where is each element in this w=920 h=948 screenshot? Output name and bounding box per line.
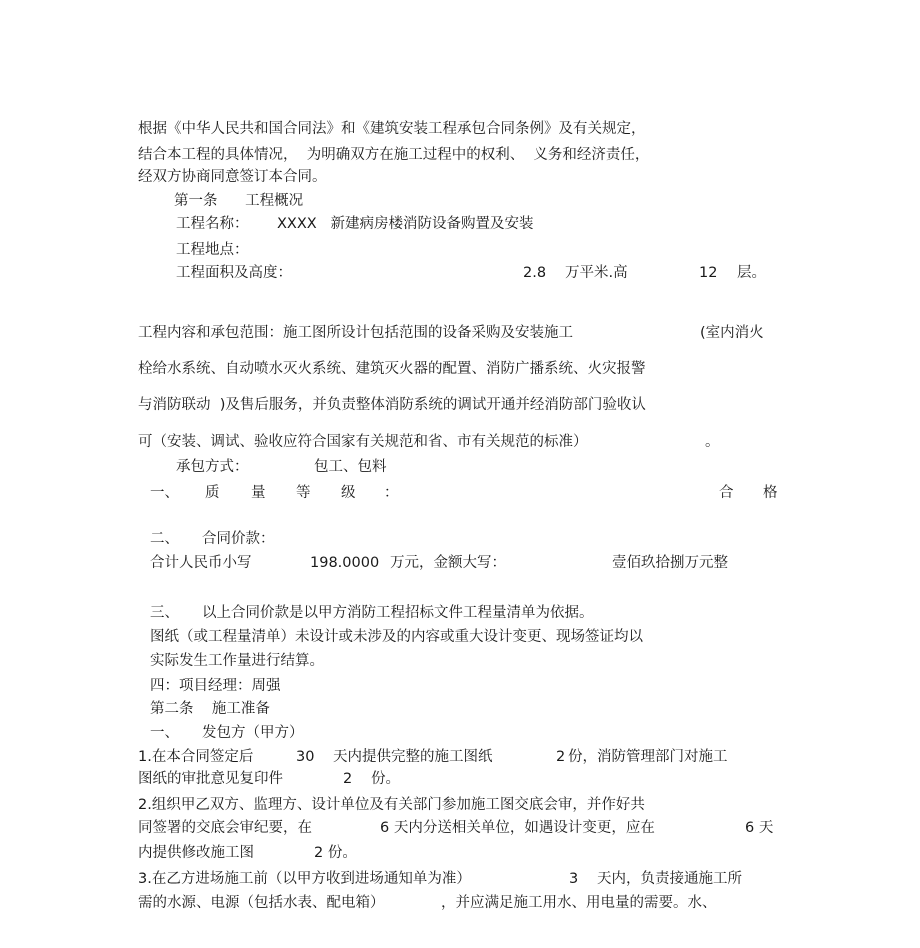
scope-line-4: 可（安装、调试、验收应符合国家有关规范和省、市有关规范的标准） bbox=[138, 434, 588, 450]
quality-colon: ： bbox=[384, 485, 399, 501]
item3-d: ，并应满足施工用水、用电量的需要。水、 bbox=[441, 895, 717, 911]
item1-copies: 2 bbox=[556, 749, 566, 765]
quality-char-deng: 等 bbox=[296, 485, 311, 501]
scope-line-1: 工程内容和承包范围：施工图所设计包括范围的设备采购及安装施工 bbox=[138, 325, 573, 341]
item1-b: 天内提供完整的施工图纸 bbox=[333, 749, 493, 765]
item2-f: 2 份。 bbox=[314, 845, 357, 861]
intro-line-3: 经双方协商同意签订本合同。 bbox=[138, 169, 327, 185]
scope-line-2: 栓给水系统、自动喷水灭火系统、建筑灭火器的配置、消防广播系统、火灾报警 bbox=[138, 361, 646, 377]
scope-line-4-tail: 。 bbox=[705, 434, 720, 450]
item1-days: 30 bbox=[296, 749, 315, 765]
basis-line-1: 三、 以上合同价款是以甲方消防工程招标文件工程量清单为依据。 bbox=[150, 605, 594, 621]
item3-b: 天内，负责接通施工所 bbox=[597, 871, 742, 887]
item3-a: 3.在乙方进场施工前（以甲方收到进场通知单为准） bbox=[138, 871, 471, 887]
item1-e: 份。 bbox=[371, 771, 400, 787]
quality-char-ji: 级 bbox=[341, 485, 356, 501]
item1-c: 份，消防管理部门对施工 bbox=[568, 749, 728, 765]
item1-copies-2: 2 bbox=[343, 771, 353, 787]
item2-e: 内提供修改施工图 bbox=[138, 845, 254, 861]
item3-c: 需的水源、电源（包括水表、配电箱） bbox=[138, 895, 385, 911]
project-area-value: 2.8 bbox=[523, 265, 547, 281]
article-2-title: 第二条 施工准备 bbox=[150, 701, 270, 717]
project-floors-value: 12 bbox=[699, 265, 718, 281]
article-1-title: 第一条 工程概况 bbox=[174, 193, 304, 209]
contract-mode-label: 承包方式： bbox=[176, 459, 249, 475]
project-area-unit: 万平米.高 bbox=[565, 265, 628, 281]
scope-line-1-tail: (室内消火 bbox=[700, 325, 764, 341]
quality-heading-1: 一、 bbox=[150, 485, 179, 501]
contract-mode-value: 包工、包料 bbox=[314, 459, 387, 475]
quality-char-zhi: 质 bbox=[205, 485, 220, 501]
price-small-label: 合计人民币小写 bbox=[150, 555, 252, 571]
item2-c: 6 天内分送相关单位，如遇设计变更，应在 bbox=[380, 820, 655, 836]
project-name-value: XXXX 新建病房楼消防设备购置及安装 bbox=[277, 216, 534, 232]
quality-value-ge: 格 bbox=[763, 485, 778, 501]
item2-b: 同签署的交底会审纪要，在 bbox=[138, 820, 312, 836]
item2-d: 6 天 bbox=[745, 820, 774, 836]
project-area-label: 工程面积及高度： bbox=[176, 265, 292, 281]
price-small-unit: 万元，金额大写： bbox=[390, 555, 506, 571]
project-site-label: 工程地点： bbox=[176, 242, 249, 258]
item1-a: 1.在本合同签定后 bbox=[138, 749, 254, 765]
party-a-heading: 一、 发包方（甲方） bbox=[150, 725, 304, 741]
price-small-value: 198.0000 bbox=[310, 555, 380, 571]
intro-line-1: 根据《中华人民共和国合同法》和《建筑安装工程承包合同条例》及有关规定， bbox=[138, 121, 646, 137]
item1-d: 图纸的审批意见复印件 bbox=[138, 771, 283, 787]
scope-line-3: 与消防联动 )及售后服务，并负责整体消防系统的调试开通并经消防部门验收认 bbox=[138, 397, 646, 413]
quality-char-liang: 量 bbox=[251, 485, 266, 501]
item3-days: 3 bbox=[569, 871, 579, 887]
project-name-label: 工程名称： bbox=[176, 216, 249, 232]
item2-a: 2.组织甲乙双方、监理方、设计单位及有关部门参加施工图交底会审，并作好共 bbox=[138, 797, 645, 813]
price-big-value: 壹佰玖拾捌万元整 bbox=[612, 555, 728, 571]
intro-line-2: 结合本工程的具体情况， 为明确双方在施工过程中的权利、 义务和经济责任， bbox=[138, 147, 650, 163]
quality-value-he: 合 bbox=[719, 485, 734, 501]
project-floors-unit: 层。 bbox=[737, 265, 766, 281]
basis-line-2: 图纸（或工程量清单）未设计或未涉及的内容或重大设计变更、现场签证均以 bbox=[150, 629, 643, 645]
project-manager: 四：项目经理：周强 bbox=[150, 678, 281, 694]
price-title: 二、 合同价款： bbox=[150, 531, 275, 547]
basis-line-3: 实际发生工作量进行结算。 bbox=[150, 653, 324, 669]
